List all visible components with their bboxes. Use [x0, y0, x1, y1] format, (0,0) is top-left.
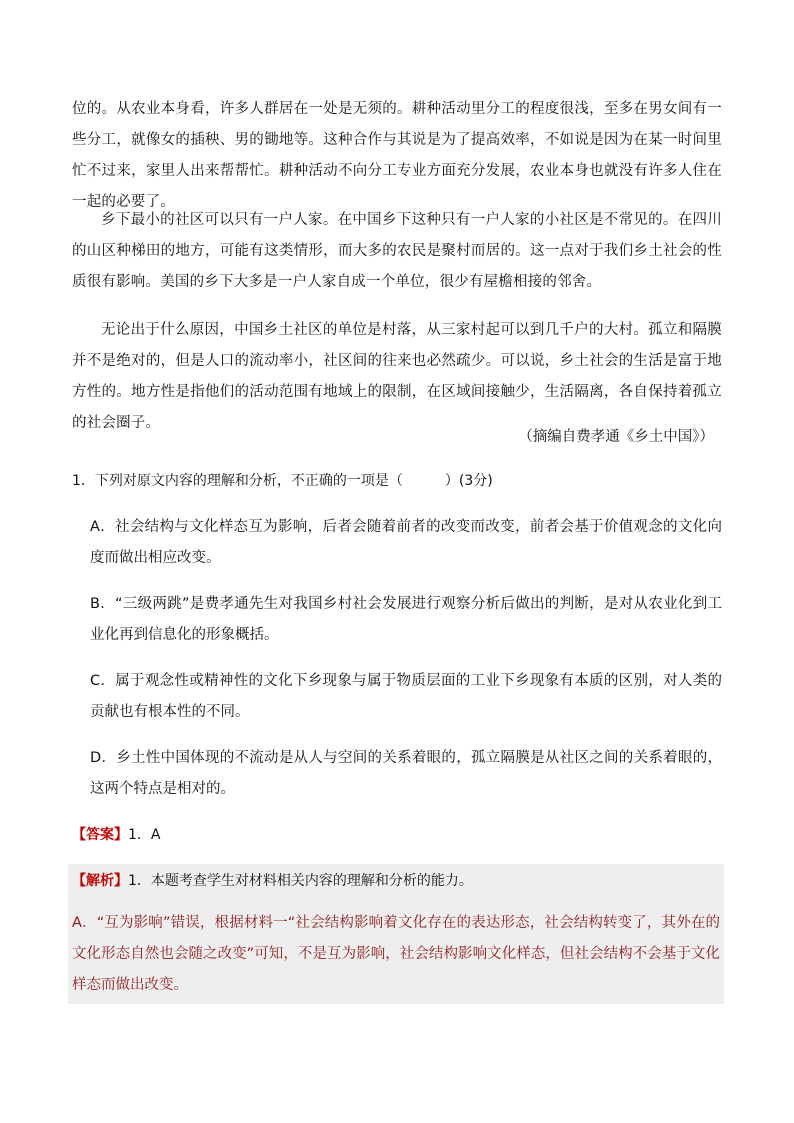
- passage-source: （摘编自费孝通《乡土中国》）: [518, 429, 714, 445]
- analysis-label: 【解析】: [72, 873, 128, 889]
- question-stem: 1．下列对原文内容的理解和分析，不正确的一项是（ ）(3分): [72, 473, 493, 489]
- passage-paragraph-1: 位的。从农业本身看，许多人群居在一处是无须的。耕种活动里分工的程度很浅，至多在男女间有一些分工，就像女的插秧、男的锄地等。这种合作与其说是为了提高效率，不如说是因为在某一时间里忙不过来，家里人出来帮帮忙。耕种活动不向分工专业方面充分发展，农业本身也就没有许多人住在一起的必要了。: [72, 101, 722, 210]
- option-a: A．社会结构与文化样态互为影响，后者会随着前者的改变而改变，前者会基于价值观念的文化向度而做出相应改变。: [90, 519, 722, 566]
- analysis-intro: 1．本题考查学生对材料相关内容的理解和分析的能力。: [128, 873, 473, 889]
- option-b: B．“三级两跳”是费孝通先生对我国乡村社会发展进行观察分析后做出的判断，是对从农业化到工业化再到信息化的形象概括。: [90, 596, 722, 643]
- analysis-header: [72, 866, 473, 897]
- passage-paragraph-3: 无论出于什么原因，中国乡土社区的单位是村落，从三家村起可以到几千户的大村。孤立和隔膜并不是绝对的，但是人口的流动率小，社区间的往来也必然疏少。可以说，乡土社会的生活是富于地方性的。地方性是指他们的活动范围有地域上的限制，在区域间接触少，生活隔离，各自保持着孤立的社会圈子。: [72, 322, 722, 431]
- analysis-detail: A．“互为影响”错误，根据材料一“社会结构影响着文化存在的表达形态，社会结构转变了，其外在的文化形态自然也会随之改变”可知，不是互为影响，社会结构影响文化样态，但社会结构不会基于文化样态而做出改变。: [72, 915, 720, 993]
- answer-text: 1．A: [128, 827, 161, 843]
- answer-line: [72, 820, 160, 851]
- option-c: C．属于观念性或精神性的文化下乡现象与属于物质层面的工业下乡现象有本质的区别，对人类的贡献也有根本性的不同。: [90, 673, 722, 720]
- analysis-box: [68, 864, 724, 1004]
- option-d: D．乡土性中国体现的不流动是从人与空间的关系着眼的，孤立隔膜是从社区之间的关系着眼的，这两个特点是相对的。: [90, 750, 722, 797]
- passage-paragraph-2: 乡下最小的社区可以只有一户人家。在中国乡下这种只有一户人家的小社区是不常见的。在四川的山区种梯田的地方，可能有这类情形，而大多的农民是聚村而居的。这一点对于我们乡土社会的性质很有影响。美国的乡下大多是一户人家自成一个单位，很少有屋檐相接的邻舍。: [72, 212, 722, 290]
- answer-label: 【答案】: [72, 827, 128, 843]
